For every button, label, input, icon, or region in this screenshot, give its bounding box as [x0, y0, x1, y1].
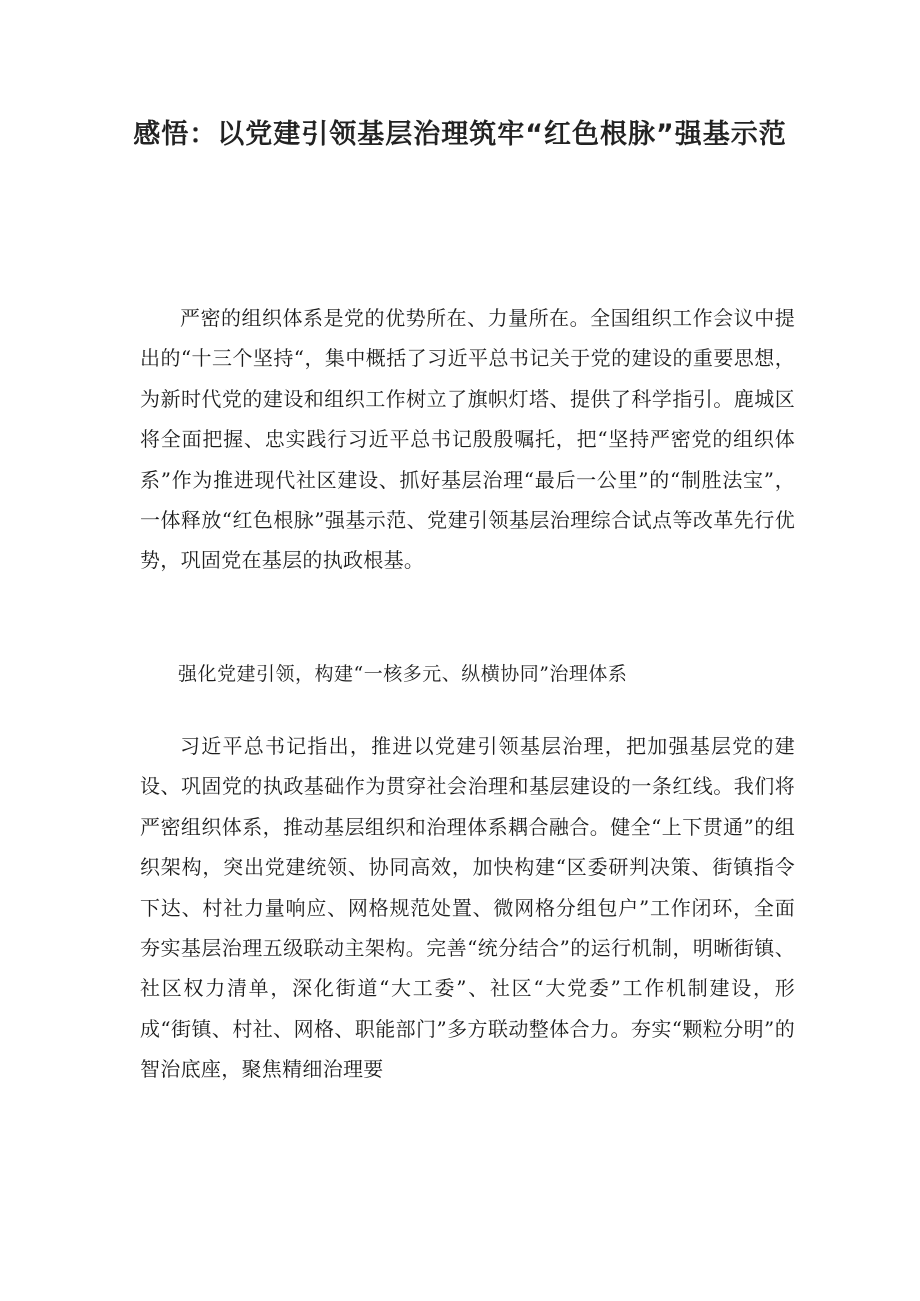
body-paragraph-intro: 严密的组织体系是党的优势所在、力量所在。全国组织工作会议中提出的“十三个坚持“，集中概括了习近平总书记关于党的建设的重要思想，为新时代党的建设和组织工作树立了旗帜灯塔、提供了科学指引。鹿城区将全面把握、忠实践行习近平总书记殷殷嘱托，把“坚持严密党的组织体系”作为推进现代社区建设、抓好基层治理“最后一公里”的“制胜法宝”，一体释放“红色根脉”强基示范、党建引领基层治理综合试点等改革先行优势，巩固党在基层的执政根基。 [140, 306, 795, 573]
section-subheading: 强化党建引领，构建“一核多元、纵横协同”治理体系 [178, 663, 628, 685]
document-title: 感悟：以党建引领基层治理筑牢“红色根脉”强基示范 [133, 119, 787, 150]
body-paragraph-section-1: 习近平总书记指出，推进以党建引领基层治理，把加强基层党的建设、巩固党的执政基础作为贯穿社会治理和基层建设的一条红线。我们将严密组织体系，推动基层组织和治理体系耦合融合。健全“上下贯通”的组织架构，突出党建统领、协同高效，加快构建“区委研判决策、街镇指令下达、村社力量响应、网格规范处置、微网格分组包户”工作闭环，全面夯实基层治理五级联动主架构。完善“统分结合”的运行机制，明晰街镇、社区权力清单，深化街道“大工委”、社区“大党委”工作机制建设，形成“街镇、村社、网格、职能部门”多方联动整体合力。夯实“颗粒分明”的智治底座，聚焦精细治理要 [140, 734, 795, 1082]
